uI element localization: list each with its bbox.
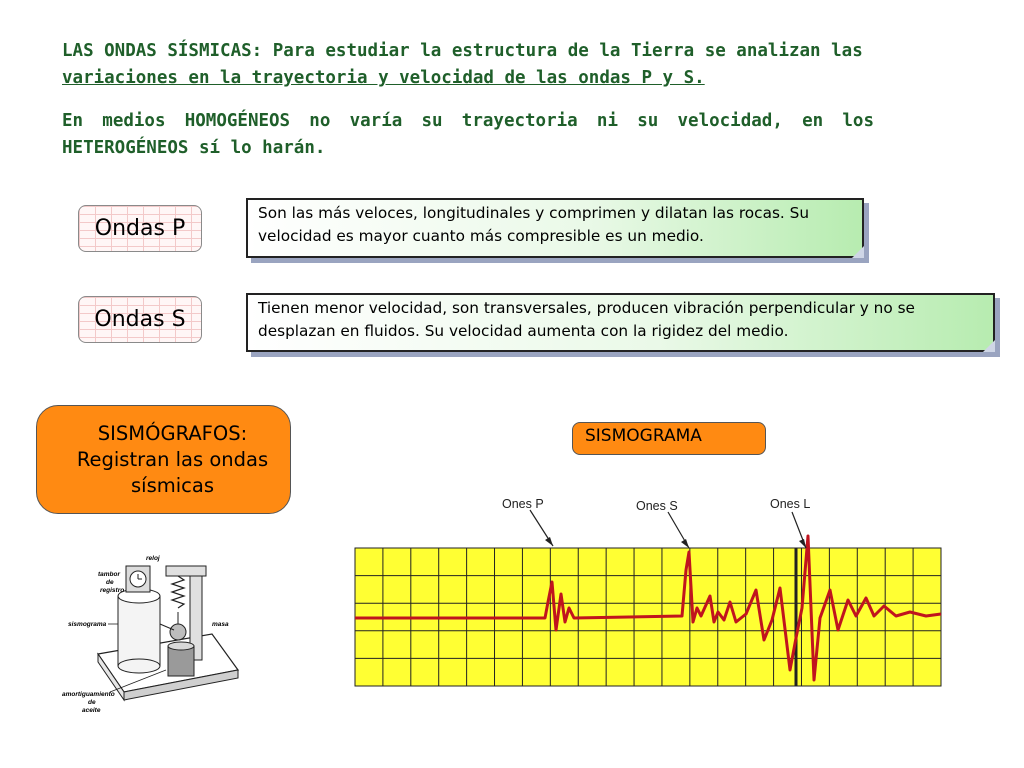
label-ones-l: Ones L: [770, 497, 811, 511]
ondas-p-description: [246, 198, 864, 258]
label-registro: registro: [100, 587, 125, 594]
label-masa: masa: [212, 621, 229, 628]
heading-line-1: LAS ONDAS SÍSMICAS: Para estudiar la estructura de la Tierra se analizan las: [62, 41, 863, 61]
heading-paragraph: [62, 38, 972, 92]
ondas-p-text: Ondas P: [94, 216, 186, 241]
ondas-s-description: [246, 293, 995, 352]
ondas-s-text: Ondas S: [94, 307, 186, 332]
seismographs-line-2: Registran las ondas: [76, 447, 269, 471]
seismographs-box: [36, 405, 291, 514]
label-reloj: reloj: [146, 555, 160, 562]
heading-paragraph-2: En medios HOMOGÉNEOS no varía su trayectoria ni su velocidad, en los HETEROGÉNEOS sí lo harán.: [62, 111, 874, 158]
label-tambor: tambor: [98, 571, 121, 578]
label-de-2: de: [88, 699, 96, 706]
label-aceite: aceite: [82, 707, 101, 714]
heading-line-2: variaciones en la trayectoria y velocidad de las ondas P y S.: [62, 68, 705, 88]
ondas-p-label: [78, 205, 202, 252]
label-ones-p: Ones P: [502, 497, 544, 511]
label-sismograma: sismograma: [68, 621, 107, 628]
seismographs-title: SISMÓGRAFOS:: [97, 421, 248, 445]
ondas-p-description-text: Son las más veloces, longitudinales y comprimen y dilatan las rocas. Su velocidad es mayor cuanto más compresible es un medio.: [258, 204, 810, 245]
label-ones-s: Ones S: [636, 499, 678, 513]
ondas-s-label: [78, 296, 202, 343]
ondas-s-description-text: Tienen menor velocidad, son transversales, producen vibración perpendicular y no se desplazan en fluidos. Su velocidad aumenta con la rigidez del medio.: [258, 299, 915, 340]
label-amortiguamiento: amortiguamiento: [62, 691, 115, 698]
seismogram-title: SISMOGRAMA: [572, 422, 766, 455]
seismographs-line-3: sísmicas: [131, 473, 214, 497]
seismogram-figure: [350, 490, 946, 712]
seismograph-apparatus-illustration: [62, 552, 242, 717]
label-de: de: [106, 579, 114, 586]
